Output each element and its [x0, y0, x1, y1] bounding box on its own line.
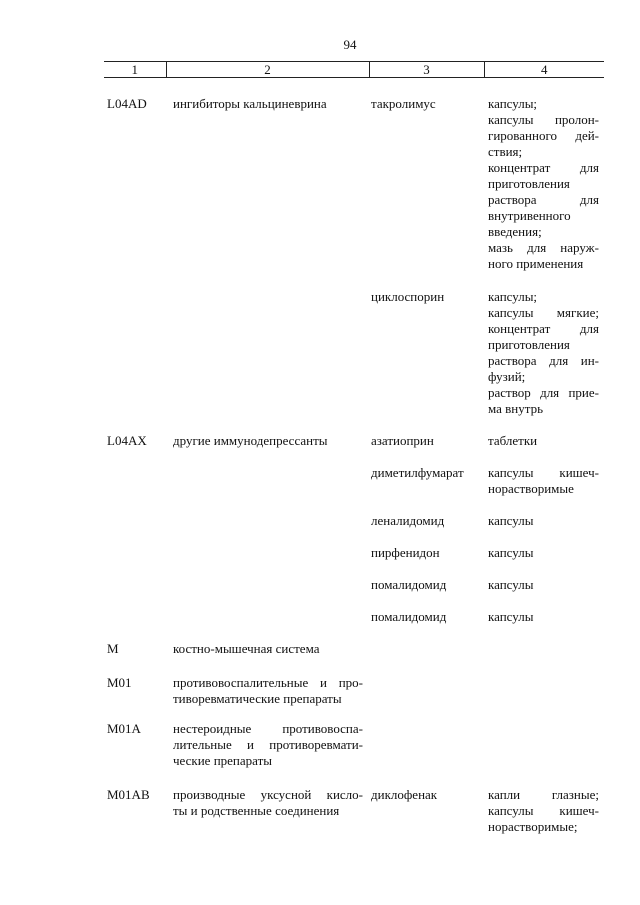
- code-line: L04AD: [107, 96, 147, 111]
- forms-line: капсулы;: [488, 96, 538, 111]
- group-line: ческие препараты: [173, 753, 272, 768]
- forms-line: приготовления: [488, 337, 570, 352]
- forms-line: гированного дей-: [488, 128, 599, 143]
- code-line: L04AX: [107, 433, 147, 448]
- forms-line: введения;: [488, 224, 542, 239]
- forms-line: капсулы пролон-: [488, 112, 599, 127]
- group-name: [173, 96, 363, 112]
- forms-line: ствия;: [488, 144, 523, 159]
- drug-line: помалидомид: [371, 577, 447, 592]
- group-name: [173, 787, 363, 819]
- forms-line: ма внутрь: [488, 401, 544, 416]
- drug-name: [371, 545, 483, 561]
- dosage-forms: [488, 577, 599, 593]
- forms-line: капсулы кишеч-: [488, 465, 599, 480]
- group-line: ингибиторы кальциневрина: [173, 96, 327, 111]
- drug-line: такролимус: [371, 96, 436, 111]
- drug-name: [371, 96, 483, 112]
- group-line: костно-мышечная система: [173, 641, 320, 656]
- drug-name: [371, 289, 483, 305]
- forms-line: капсулы кишеч-: [488, 803, 599, 818]
- forms-line: капсулы: [488, 577, 534, 592]
- drug-line: помалидомид: [371, 609, 447, 624]
- drug-name: [371, 433, 483, 449]
- dosage-forms: [488, 465, 599, 497]
- group-name: [173, 641, 363, 657]
- drug-name: [371, 787, 483, 803]
- group-line: ты и родственные соединения: [173, 803, 340, 818]
- column-number-2: 2: [166, 62, 369, 78]
- drug-line: пирфенидон: [371, 545, 440, 560]
- dosage-forms: [488, 609, 599, 625]
- dosage-forms: [488, 433, 599, 449]
- drug-line: диклофенак: [371, 787, 438, 802]
- group-name: [173, 721, 363, 769]
- group-line: противовоспалительные и про-: [173, 675, 363, 690]
- drug-line: циклоспорин: [371, 289, 445, 304]
- forms-line: мазь для наруж-: [488, 240, 599, 255]
- group-line: тиворевматические препараты: [173, 691, 342, 706]
- dosage-forms: [488, 96, 599, 272]
- forms-line: раствора для ин-: [488, 353, 599, 368]
- forms-line: концентрат для: [488, 321, 599, 336]
- group-line: лительные и противоревмати-: [173, 737, 363, 752]
- drug-name: [371, 465, 483, 481]
- code-line: M: [107, 641, 119, 656]
- group-name: [173, 433, 363, 449]
- group-line: производные уксусной кисло-: [173, 787, 363, 802]
- group-name: [173, 675, 363, 707]
- forms-line: раствора для: [488, 192, 599, 207]
- dosage-forms: [488, 513, 599, 529]
- forms-line: капсулы;: [488, 289, 538, 304]
- page-number: 94: [343, 37, 357, 52]
- forms-line: таблетки: [488, 433, 538, 448]
- code-line: M01AB: [107, 787, 150, 802]
- code-line: M01: [107, 675, 132, 690]
- column-number-3: 3: [369, 62, 484, 78]
- forms-line: внутривенного: [488, 208, 571, 223]
- forms-line: капсулы: [488, 609, 534, 624]
- forms-line: ного применения: [488, 256, 584, 271]
- column-number-4: 4: [484, 62, 604, 78]
- group-line: другие иммунодепрессанты: [173, 433, 328, 448]
- dosage-forms: [488, 545, 599, 561]
- forms-line: приготовления: [488, 176, 570, 191]
- forms-line: концентрат для: [488, 160, 599, 175]
- dosage-forms: [488, 787, 599, 835]
- atc-code: [107, 96, 167, 112]
- drug-name: [371, 609, 483, 625]
- atc-code: [107, 721, 167, 737]
- drug-name: [371, 577, 483, 593]
- code-line: M01A: [107, 721, 141, 736]
- forms-line: капсулы: [488, 513, 534, 528]
- atc-code: [107, 675, 167, 691]
- drug-line: леналидомид: [371, 513, 445, 528]
- atc-code: [107, 433, 167, 449]
- drug-name: [371, 513, 483, 529]
- forms-line: фузий;: [488, 369, 526, 384]
- forms-line: норастворимые: [488, 481, 574, 496]
- forms-line: капсулы: [488, 545, 534, 560]
- drug-line: азатиоприн: [371, 433, 434, 448]
- group-line: нестероидные противовоспа-: [173, 721, 363, 736]
- drug-line: диметилфумарат: [371, 465, 464, 480]
- forms-line: капсулы мягкие;: [488, 305, 599, 320]
- forms-line: норастворимые;: [488, 819, 578, 834]
- dosage-forms: [488, 289, 599, 417]
- forms-line: капли глазные;: [488, 787, 599, 802]
- column-number-1: 1: [104, 62, 166, 78]
- atc-code: [107, 641, 167, 657]
- forms-line: раствор для прие-: [488, 385, 599, 400]
- atc-code: [107, 787, 167, 803]
